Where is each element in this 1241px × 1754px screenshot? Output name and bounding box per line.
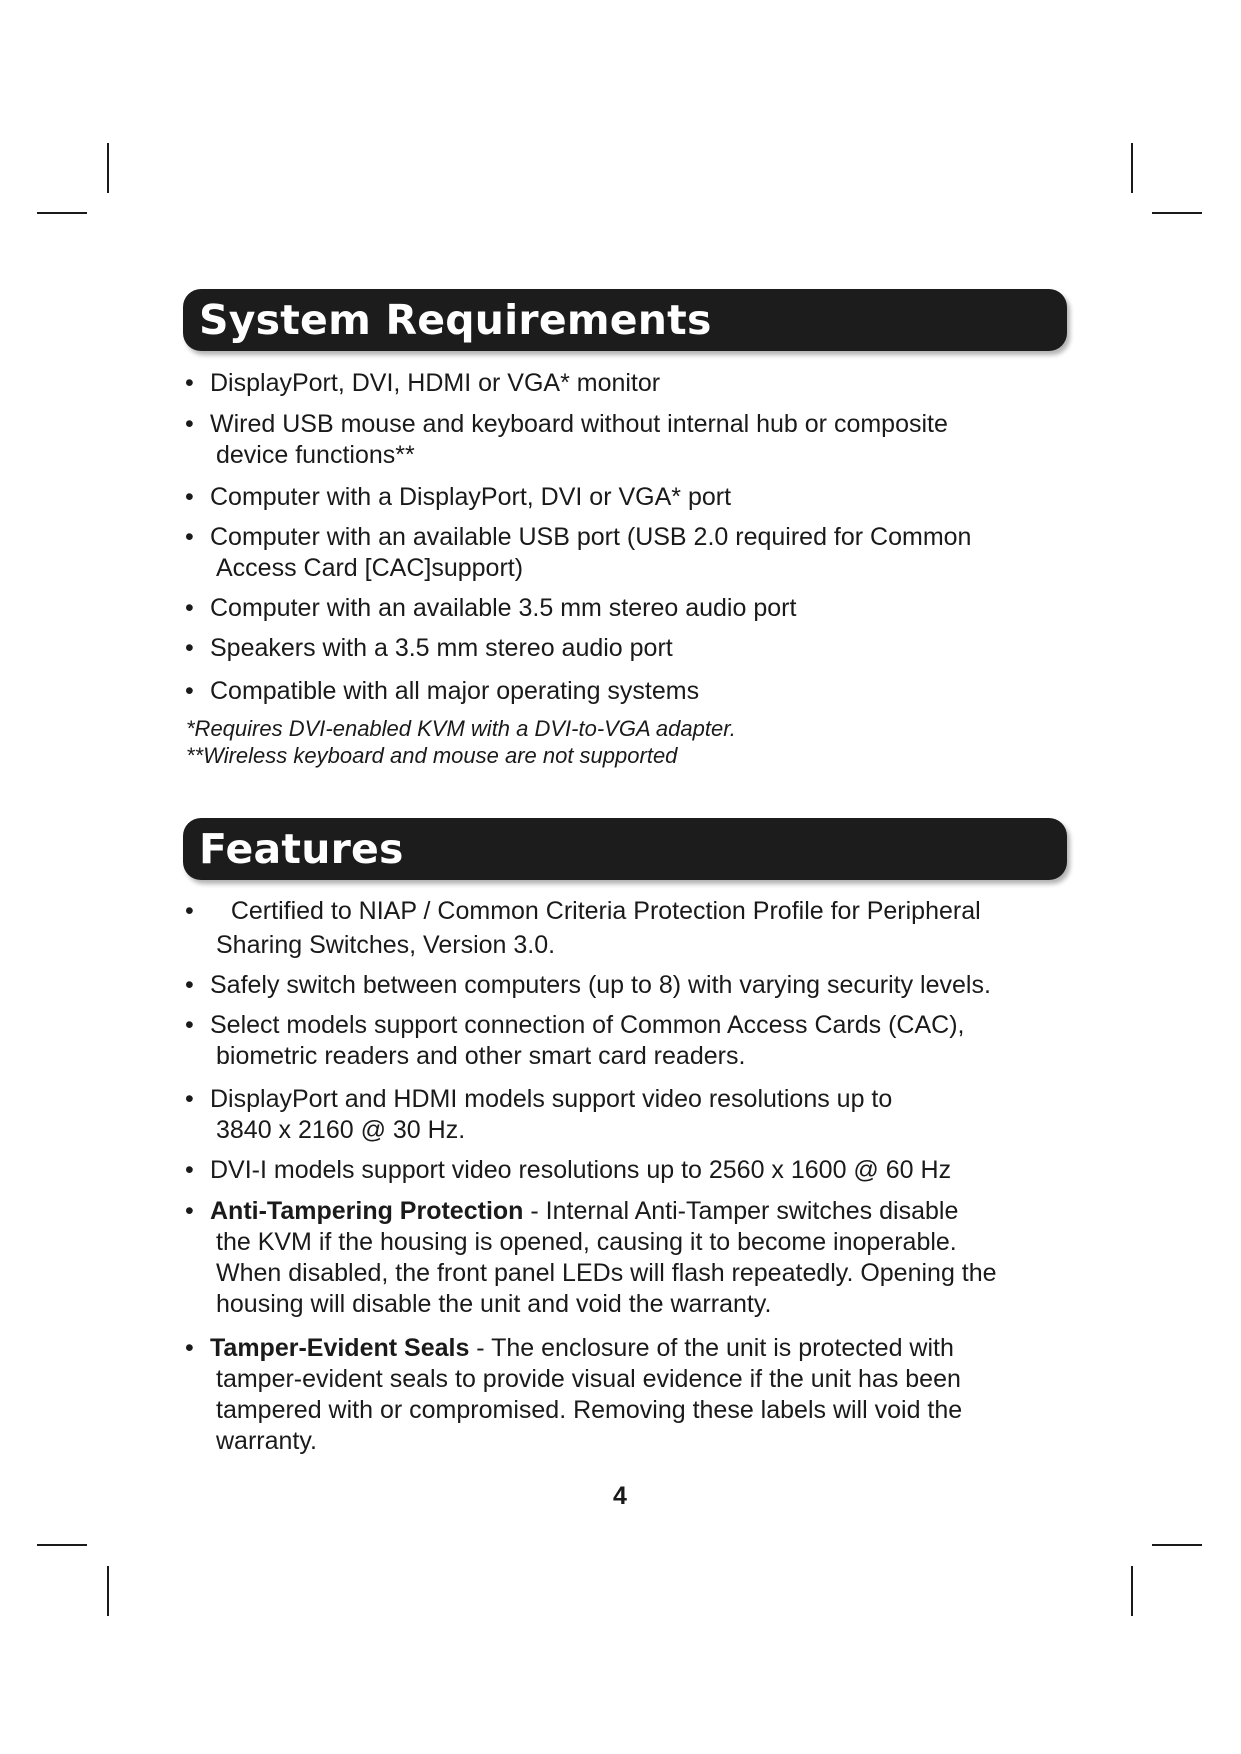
feature-bold-heading: Tamper-Evident Seals <box>210 1334 470 1362</box>
footnote-dvi: *Requires DVI-enabled KVM with a DVI-to-VGA adapter. <box>186 716 736 741</box>
crop-mark-bottom-left-vertical <box>107 1566 109 1616</box>
feature-text-continued: warranty. <box>216 1427 317 1455</box>
crop-mark-top-right-horizontal <box>1152 212 1202 214</box>
feature-text: DVI-I models support video resolutions up to 2560 x 1600 @ 60 Hz <box>210 1156 952 1184</box>
crop-mark-bottom-right-horizontal <box>1152 1544 1202 1546</box>
bullet: • <box>185 1011 194 1039</box>
requirement-item <box>185 593 1085 624</box>
feature-text: Certified to NIAP / Common Criteria Protection Profile for Peripheral <box>210 897 981 925</box>
page-number: 4 <box>613 1482 627 1510</box>
crop-mark-top-left-vertical <box>107 143 109 193</box>
feature-text-continued: Sharing Switches, Version 3.0. <box>216 931 556 959</box>
bullet: • <box>185 410 194 438</box>
crop-mark-bottom-right-vertical <box>1131 1566 1133 1616</box>
feature-text: DisplayPort and HDMI models support video resolutions up to <box>210 1085 893 1113</box>
feature-text: - Internal Anti-Tamper switches disable <box>523 1197 959 1225</box>
requirement-item <box>185 409 1085 471</box>
requirement-text: Computer with a DisplayPort, DVI or VGA* port <box>210 483 732 511</box>
bullet: • <box>185 897 194 925</box>
feature-item <box>185 970 1085 1001</box>
features-header <box>183 818 1067 880</box>
requirement-text: DisplayPort, DVI, HDMI or VGA* monitor <box>210 369 661 397</box>
feature-item <box>185 1196 1085 1320</box>
feature-item <box>185 1084 1085 1146</box>
feature-text-continued: When disabled, the front panel LEDs will flash repeatedly. Opening the <box>216 1259 997 1287</box>
requirement-text-continued: device functions** <box>216 441 415 469</box>
requirement-item <box>185 368 1085 399</box>
requirement-text-continued: Access Card [CAC]support) <box>216 554 524 582</box>
feature-item <box>185 896 1085 961</box>
feature-text-continued: housing will disable the unit and void the warranty. <box>216 1290 772 1318</box>
bullet: • <box>185 634 194 662</box>
system-requirements-title: System Requirements <box>199 296 712 344</box>
feature-item <box>185 1333 1085 1457</box>
feature-text-continued: tampered with or compromised. Removing these labels will void the <box>216 1396 963 1424</box>
requirement-text: Speakers with a 3.5 mm stereo audio port <box>210 634 673 662</box>
requirement-item <box>185 633 1085 664</box>
features-title: Features <box>199 825 404 873</box>
requirement-text: Computer with an available USB port (USB 2.0 required for Common <box>210 523 972 551</box>
feature-text: Safely switch between computers (up to 8) with varying security levels. <box>210 971 991 999</box>
bullet: • <box>185 971 194 999</box>
requirement-text: Wired USB mouse and keyboard without internal hub or composite <box>210 410 948 438</box>
crop-mark-top-right-vertical <box>1131 143 1133 193</box>
feature-item <box>185 1155 1085 1186</box>
system-requirements-header <box>183 289 1067 351</box>
requirement-text: Computer with an available 3.5 mm stereo audio port <box>210 594 797 622</box>
requirement-text: Compatible with all major operating systems <box>210 677 700 705</box>
feature-text-continued: tamper-evident seals to provide visual evidence if the unit has been <box>216 1365 961 1393</box>
bullet: • <box>185 1085 194 1113</box>
bullet: • <box>185 1156 194 1184</box>
requirement-item <box>185 522 1085 584</box>
feature-bold-heading: Anti-Tampering Protection <box>210 1197 524 1225</box>
feature-text-continued: biometric readers and other smart card readers. <box>216 1042 746 1070</box>
feature-text: - The enclosure of the unit is protected with <box>469 1334 954 1362</box>
bullet: • <box>185 1197 194 1225</box>
feature-text-continued: the KVM if the housing is opened, causing it to become inoperable. <box>216 1228 957 1256</box>
feature-text-continued: 3840 x 2160 @ 30 Hz. <box>216 1116 466 1144</box>
requirement-item <box>185 482 1085 513</box>
bullet: • <box>185 594 194 622</box>
crop-mark-top-left-horizontal <box>37 212 87 214</box>
bullet: • <box>185 677 194 705</box>
footnote-wireless: **Wireless keyboard and mouse are not supported <box>186 743 678 768</box>
bullet: • <box>185 1334 194 1362</box>
feature-text: Select models support connection of Common Access Cards (CAC), <box>210 1011 965 1039</box>
bullet: • <box>185 369 194 397</box>
bullet: • <box>185 483 194 511</box>
crop-mark-bottom-left-horizontal <box>37 1544 87 1546</box>
requirement-item <box>185 676 1085 707</box>
feature-item <box>185 1010 1085 1072</box>
bullet: • <box>185 523 194 551</box>
